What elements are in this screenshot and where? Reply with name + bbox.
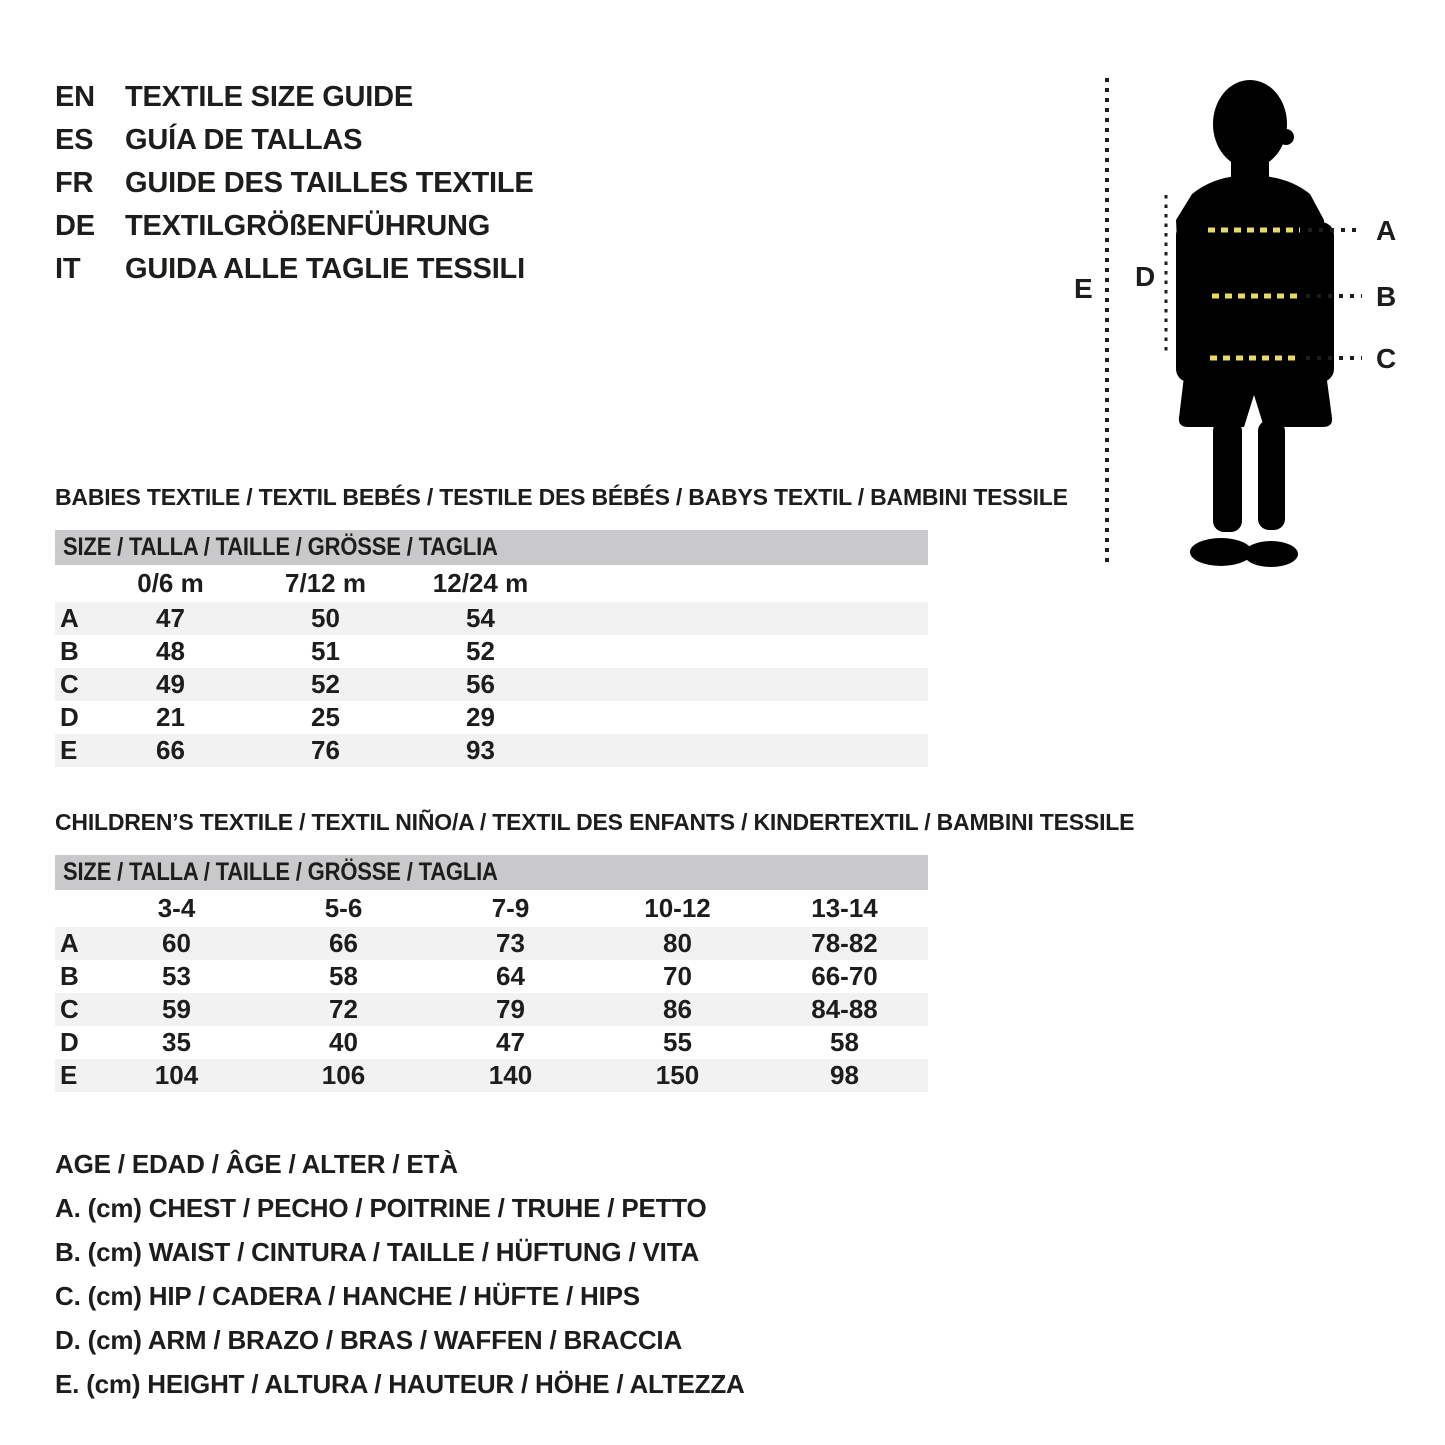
cell: 60 xyxy=(162,928,191,958)
lang-row-de xyxy=(55,205,534,248)
row-label: C xyxy=(60,669,79,699)
cell: 86 xyxy=(663,994,692,1024)
cell: 48 xyxy=(156,636,185,666)
lang-row-en xyxy=(55,76,534,119)
label-e: E xyxy=(1074,273,1093,304)
lang-title: GUIDA ALLE TAGLIE TESSILI xyxy=(125,253,525,285)
cell: 55 xyxy=(663,1027,692,1057)
cell: 51 xyxy=(311,636,340,666)
table-row xyxy=(55,927,928,960)
cell: 47 xyxy=(156,603,185,633)
lang-code: DE xyxy=(55,210,95,242)
legend-hip: C. (cm) HIP / CADERA / HANCHE / HÜFTE / HIPS xyxy=(55,1280,640,1311)
lang-row-es xyxy=(55,119,534,162)
cell: 58 xyxy=(830,1027,859,1057)
lang-code: EN xyxy=(55,81,95,113)
cell: 104 xyxy=(154,1060,199,1090)
table-row xyxy=(55,602,928,635)
col-header: 0/6 m xyxy=(137,568,204,598)
col-header: 7/12 m xyxy=(285,568,366,598)
lang-row-fr xyxy=(55,162,534,205)
cell: 66 xyxy=(329,928,358,958)
row-label: E xyxy=(60,735,78,765)
lang-code: ES xyxy=(55,124,94,156)
cell: 47 xyxy=(496,1027,525,1057)
table-row xyxy=(55,993,928,1026)
babies-size-table xyxy=(55,530,928,767)
label-b: B xyxy=(1376,281,1397,312)
cell: 56 xyxy=(466,669,495,699)
table-row xyxy=(55,1026,928,1059)
row-label: C xyxy=(60,994,79,1024)
label-a: A xyxy=(1376,215,1397,246)
row-label: B xyxy=(60,636,79,666)
table-row xyxy=(55,734,928,767)
cell: 98 xyxy=(830,1060,859,1090)
legend-age: AGE / EDAD / ÂGE / ALTER / ETÀ xyxy=(55,1148,458,1179)
legend-waist: B. (cm) WAIST / CINTURA / TAILLE / HÜFTUNG / VITA xyxy=(55,1236,700,1267)
legend-chest: A. (cm) CHEST / PECHO / POITRINE / TRUHE / PETTO xyxy=(55,1192,707,1223)
table-row xyxy=(55,635,928,668)
lang-title: GUÍA DE TALLAS xyxy=(125,124,363,156)
cell: 78-82 xyxy=(811,928,878,958)
cell: 70 xyxy=(663,961,692,991)
cell: 53 xyxy=(162,961,191,991)
cell: 93 xyxy=(466,735,495,765)
children-size-table xyxy=(55,855,928,1092)
cell: 66 xyxy=(156,735,185,765)
row-label: E xyxy=(60,1060,78,1090)
row-label: B xyxy=(60,961,79,991)
table-row xyxy=(55,960,928,993)
table-row xyxy=(55,1059,928,1092)
col-header: 10-12 xyxy=(644,893,711,923)
babies-table-header-bar xyxy=(55,530,928,565)
col-header: 12/24 m xyxy=(432,568,529,598)
row-label: A xyxy=(60,603,79,633)
legend-height: E. (cm) HEIGHT / ALTURA / HAUTEUR / HÖHE / ALTEZZA xyxy=(55,1368,745,1399)
cell: 59 xyxy=(162,994,191,1024)
col-header: 13-14 xyxy=(811,893,878,923)
col-header: 5-6 xyxy=(324,893,363,923)
col-header: 7-9 xyxy=(491,893,530,923)
cell: 150 xyxy=(655,1060,700,1090)
cell: 106 xyxy=(321,1060,366,1090)
babies-section-title: BABIES TEXTILE / TEXTIL BEBÉS / TESTILE DES BÉBÉS / BABYS TEXTIL / BAMBINI TESSILE xyxy=(55,484,1068,510)
cell: 140 xyxy=(488,1060,533,1090)
cell: 58 xyxy=(329,961,358,991)
cell: 25 xyxy=(311,702,340,732)
children-table-header-bar xyxy=(55,855,928,890)
cell: 29 xyxy=(466,702,495,732)
lang-title: GUIDE DES TAILLES TEXTILE xyxy=(125,167,534,199)
table-row xyxy=(55,701,928,734)
legend-arm: D. (cm) ARM / BRAZO / BRAS / WAFFEN / BRACCIA xyxy=(55,1324,683,1355)
label-c: C xyxy=(1376,343,1397,374)
lang-title: TEXTILGRÖßENFÜHRUNG xyxy=(125,210,491,242)
child-silhouette-icon xyxy=(1176,80,1334,567)
cell: 84-88 xyxy=(811,994,878,1024)
size-header-label: SIZE / TALLA / TAILLE / GRÖSSE / TAGLIA xyxy=(63,858,498,886)
label-d: D xyxy=(1135,261,1156,292)
cell: 40 xyxy=(329,1027,358,1057)
cell: 64 xyxy=(496,961,525,991)
col-header: 3-4 xyxy=(157,893,196,923)
cell: 54 xyxy=(466,603,495,633)
measurement-legend xyxy=(55,1142,745,1406)
lang-title: TEXTILE SIZE GUIDE xyxy=(125,81,414,113)
size-header-label: SIZE / TALLA / TAILLE / GRÖSSE / TAGLIA xyxy=(63,533,498,561)
babies-column-header-row xyxy=(55,565,928,602)
language-list xyxy=(55,76,534,291)
children-column-header-row xyxy=(55,890,928,927)
cell: 35 xyxy=(162,1027,191,1057)
children-section-title: CHILDREN’S TEXTILE / TEXTIL NIÑO/A / TEXTIL DES ENFANTS / KINDERTEXTIL / BAMBINI TESSILE xyxy=(55,809,1135,835)
measurement-figure xyxy=(1060,60,1420,580)
cell: 21 xyxy=(156,702,185,732)
cell: 73 xyxy=(496,928,525,958)
lang-row-it xyxy=(55,248,534,291)
row-label: D xyxy=(60,702,79,732)
table-row xyxy=(55,668,928,701)
cell: 50 xyxy=(311,603,340,633)
lang-code: FR xyxy=(55,167,94,199)
cell: 76 xyxy=(311,735,340,765)
child-silhouette-diagram xyxy=(1060,60,1420,580)
cell: 80 xyxy=(663,928,692,958)
cell: 52 xyxy=(311,669,340,699)
cell: 49 xyxy=(156,669,185,699)
cell: 66-70 xyxy=(811,961,878,991)
row-label: A xyxy=(60,928,79,958)
cell: 79 xyxy=(496,994,525,1024)
cell: 52 xyxy=(466,636,495,666)
cell: 72 xyxy=(329,994,358,1024)
row-label: D xyxy=(60,1027,79,1057)
lang-code: IT xyxy=(55,253,81,285)
